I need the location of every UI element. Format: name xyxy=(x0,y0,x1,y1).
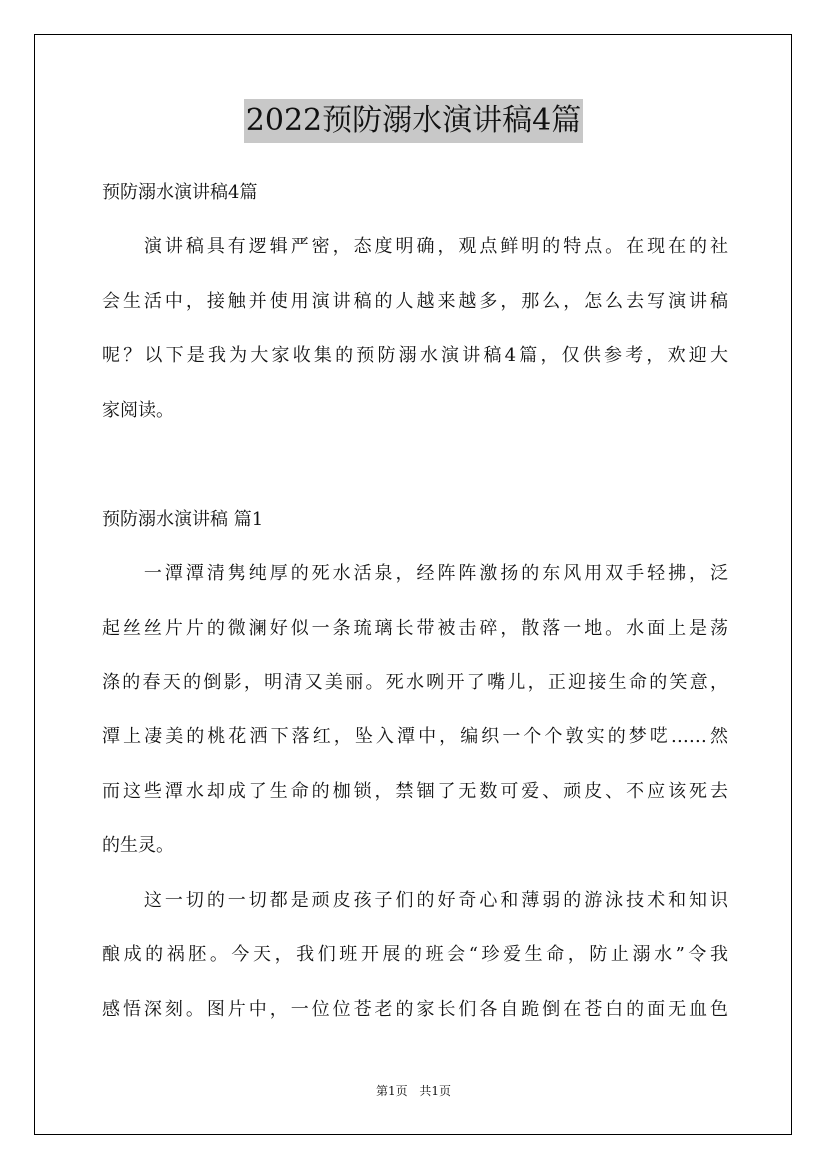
document-title: 2022预防溺水演讲稿4篇 xyxy=(244,99,583,143)
page-number: 第1页 xyxy=(375,1084,408,1098)
paragraph-line: 起丝丝片片的微澜好似一条琉璃长带被击碎，散落一地。水面上是荡 xyxy=(102,618,728,639)
paragraph-line: 涤的春天的倒影，明清又美丽。死水咧开了嘴儿，正迎接生命的笑意， xyxy=(102,672,728,693)
paragraph-line: 感悟深刻。图片中，一位位苍老的家长们各自跪倒在苍白的面无血色 xyxy=(102,999,728,1020)
paragraph-line: 的生灵。 xyxy=(102,835,174,856)
paragraph-line: 酿成的祸胚。今天，我们班开展的班会“珍爱生命，防止溺水”令我 xyxy=(102,944,728,965)
intro-line: 家阅读。 xyxy=(102,400,174,421)
intro-line: 会生活中，接触并使用演讲稿的人越来越多，那么，怎么去写演讲稿 xyxy=(102,291,728,312)
title-container xyxy=(0,99,827,143)
intro-line: 呢？以下是我为大家收集的预防溺水演讲稿4篇，仅供参考，欢迎大 xyxy=(102,345,728,366)
paragraph-line: 潭上凄美的桃花洒下落红，坠入潭中，编织一个个敦实的梦呓……然 xyxy=(102,726,728,747)
paragraph-line: 这一切的一切都是顽皮孩子们的好奇心和薄弱的游泳技术和知识 xyxy=(102,890,728,911)
paragraph-line: 而这些潭水却成了生命的枷锁，禁锢了无数可爱、顽皮、不应该死去 xyxy=(102,781,728,802)
page-total: 共1页 xyxy=(419,1084,452,1098)
document-subtitle: 预防溺水演讲稿4篇 xyxy=(102,182,258,203)
page-footer xyxy=(0,1083,827,1099)
section-heading: 预防溺水演讲稿 篇1 xyxy=(102,509,264,530)
intro-line: 演讲稿具有逻辑严密，态度明确，观点鲜明的特点。在现在的社 xyxy=(102,236,728,257)
paragraph-line: 一潭潭清隽纯厚的死水活泉，经阵阵激扬的东风用双手轻拂，泛 xyxy=(102,563,728,584)
